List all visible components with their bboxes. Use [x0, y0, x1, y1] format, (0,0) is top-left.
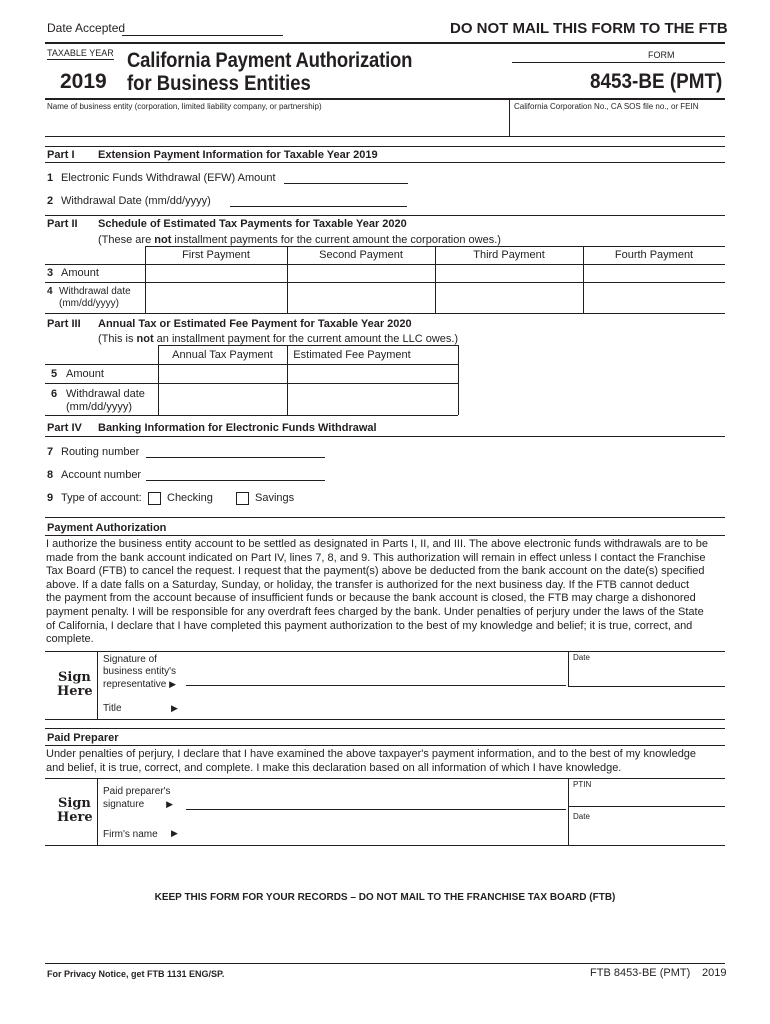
- ptin-label: PTIN: [573, 780, 592, 789]
- line7-number: 7: [47, 446, 54, 458]
- line2-number: 2: [47, 195, 54, 207]
- line7-label: Routing number: [61, 446, 140, 458]
- ptin-bottom-rule: [568, 806, 725, 807]
- part4-rule: [45, 436, 725, 437]
- footer-form-id: FTB 8453-BE (PMT): [590, 967, 691, 979]
- part2-bottom-rule: [45, 313, 725, 314]
- preparer-signature-field[interactable]: [186, 809, 566, 810]
- line8-label: Account number: [61, 469, 142, 481]
- line9-number: 9: [47, 492, 54, 504]
- firm-name-field[interactable]: [186, 824, 566, 842]
- corp-number-field[interactable]: [512, 112, 724, 134]
- signature-label: Signature of business entity's representative ▶: [103, 654, 177, 690]
- part3-table-top: [158, 345, 458, 346]
- withdrawal-date-field[interactable]: [230, 206, 407, 207]
- line1-label: Electronic Funds Withdrawal (EFW) Amount: [61, 172, 276, 184]
- form-label-rule: [512, 62, 725, 63]
- line6-label-b: (mm/dd/yyyy): [66, 401, 132, 413]
- entity-name-label: Name of business entity (corporation, limited liability company, or partnership): [47, 102, 322, 111]
- title-label: Title: [103, 703, 122, 714]
- line5-label: Amount: [66, 368, 104, 380]
- keep-records-notice: KEEP THIS FORM FOR YOUR RECORDS – DO NOT MAIL TO THE FRANCHISE TAX BOARD (FTB): [154, 892, 616, 903]
- part1-tag: Part I: [47, 149, 75, 161]
- form-number: 8453-BE (PMT): [590, 70, 723, 93]
- col-first-payment: First Payment: [182, 249, 250, 261]
- sign1-top-rule: [45, 651, 725, 652]
- savings-checkbox[interactable]: [236, 492, 249, 505]
- savings-label: Savings: [255, 492, 295, 504]
- sign1-divider: [97, 651, 98, 719]
- line1-number: 1: [47, 172, 54, 184]
- fourth-payment-amount[interactable]: [584, 265, 724, 281]
- preparer-sign-here-line1: Sign: [58, 796, 91, 811]
- entity-id-divider: [509, 98, 510, 136]
- authorization-text: I authorize the business entity account to be settled as designated in Parts I, II, and III. The above electronic funds withdrawals are to be made from the bank account indicated on Part IV, lines 7, 8, and 9. This authorization will remain in effect unless I contact the Franchise Tax Board (FTB) to cancel the request. I request that the payment(s) above be deducted from the bank account on the date(s) specified above. If a date falls on a Saturday, Sunday, or holiday, the transfer is authorized for the next business day. If the FTB cannot deduct the payment from the account because of insufficient funds or because the bank account is closed, the FTB may charge a dishonored payment penalty. I will be responsible for any overdraft fees charged by the bank. Under penalties of perjury under the laws of the State of California, I declare that I have completed this payment authorization to the best of my knowledge and belief; it is true, correct, and complete.: [46, 538, 709, 646]
- date-bottom-rule: [568, 686, 725, 687]
- preparer-rule: [45, 728, 725, 729]
- entity-rule: [45, 136, 725, 137]
- part2-rule: [45, 215, 725, 216]
- routing-number-field[interactable]: [146, 457, 325, 458]
- header-bottom-rule: [45, 98, 725, 100]
- estimated-fee-date[interactable]: [288, 384, 457, 414]
- preparer-text: Under penalties of perjury, I declare that I have examined the above taxpayer's payment information, and to the best of my knowledge and belief, it is true, correct, and complete. I make this declaration based on all information of which I have knowledge.: [46, 748, 697, 774]
- footer-year: 2019: [702, 967, 727, 979]
- part3-tag: Part III: [47, 318, 81, 330]
- line5-number: 5: [51, 368, 58, 380]
- authorization-heading: Payment Authorization: [47, 522, 167, 534]
- date-accepted-label: Date Accepted: [47, 21, 126, 35]
- line2-label: Withdrawal Date (mm/dd/yyyy): [61, 195, 211, 207]
- triangle-right-icon: ▶: [171, 828, 178, 838]
- first-payment-date[interactable]: [146, 283, 286, 312]
- col-third-payment: Third Payment: [473, 249, 545, 261]
- part3-col-divider: [458, 345, 459, 415]
- sign2-divider: [97, 778, 98, 845]
- annual-tax-amount[interactable]: [159, 365, 286, 382]
- form-title-line1: California Payment Authorization: [127, 49, 413, 72]
- col-fourth-payment: Fourth Payment: [614, 249, 694, 261]
- fourth-payment-date[interactable]: [584, 283, 724, 312]
- preparer-signature-label: Paid preparer's signature ▶: [103, 786, 174, 810]
- account-number-field[interactable]: [146, 480, 325, 481]
- sign2-top-rule: [45, 778, 725, 779]
- part4-tag: Part IV: [47, 422, 82, 434]
- line6-label-a: Withdrawal date: [66, 388, 145, 400]
- part3-subtitle: (This is not an installment payment for the current amount the LLC owes.): [98, 333, 459, 345]
- preparer-date-field[interactable]: [570, 824, 724, 842]
- date-label: Date: [573, 653, 590, 662]
- second-payment-date[interactable]: [288, 283, 434, 312]
- ptin-field[interactable]: [570, 790, 724, 804]
- line6-number: 6: [51, 388, 58, 400]
- authorization-heading-rule: [45, 535, 725, 536]
- taxable-year-label: TAXABLE YEAR: [47, 48, 114, 58]
- date-divider: [568, 651, 569, 687]
- part2-subtitle: (These are not installment payments for the current amount the corporation owes.): [98, 234, 501, 246]
- triangle-right-icon: ▶: [171, 703, 178, 713]
- footer-rule: [45, 963, 725, 964]
- first-payment-amount[interactable]: [146, 265, 286, 281]
- form-title-line2: for Business Entities: [127, 72, 311, 95]
- entity-name-field[interactable]: [47, 112, 507, 134]
- date-accepted-field[interactable]: [122, 35, 283, 36]
- sign-here-label-line1: Sign: [58, 670, 91, 685]
- sign-here-label-line2: Here: [57, 684, 93, 699]
- part2-title: Schedule of Estimated Tax Payments for Taxable Year 2020: [98, 218, 407, 230]
- privacy-notice: For Privacy Notice, get FTB 1131 ENG/SP.: [47, 969, 225, 979]
- third-payment-amount[interactable]: [436, 265, 582, 281]
- preparer-heading-rule: [45, 745, 725, 746]
- sign2-bottom-rule: [45, 845, 725, 846]
- line4-label-a: Withdrawal date: [59, 286, 131, 297]
- triangle-right-icon: ▶: [169, 679, 177, 689]
- part4-title: Banking Information for Electronic Funds Withdrawal: [98, 422, 377, 434]
- col-second-payment: Second Payment: [319, 249, 403, 261]
- second-payment-amount[interactable]: [288, 265, 434, 281]
- triangle-right-icon: ▶: [166, 799, 174, 809]
- efw-amount-field[interactable]: [284, 183, 408, 184]
- ptin-divider: [568, 778, 569, 845]
- preparer-date-label: Date: [573, 812, 590, 821]
- part2-tag: Part II: [47, 218, 78, 230]
- annual-tax-date[interactable]: [159, 384, 286, 414]
- line3-number: 3: [47, 267, 54, 279]
- part1-rule: [45, 146, 725, 147]
- line8-number: 8: [47, 469, 54, 481]
- part3-title: Annual Tax or Estimated Fee Payment for Taxable Year 2020: [98, 318, 412, 330]
- part1-title: Extension Payment Information for Taxable Year 2019: [98, 149, 378, 161]
- line9-label: Type of account:: [61, 492, 142, 504]
- checking-checkbox[interactable]: [148, 492, 161, 505]
- line3-label: Amount: [61, 267, 99, 279]
- col-estimated-fee: Estimated Fee Payment: [293, 349, 411, 361]
- firm-name-label: Firm's name: [103, 829, 158, 840]
- col-annual-tax: Annual Tax Payment: [172, 349, 273, 361]
- third-payment-date[interactable]: [436, 283, 582, 312]
- estimated-fee-amount[interactable]: [288, 365, 457, 382]
- part1-bottom-rule: [45, 162, 725, 163]
- part3-bottom-rule: [45, 415, 458, 416]
- do-not-mail-notice: DO NOT MAIL THIS FORM TO THE FTB: [450, 20, 728, 37]
- signature-date-field[interactable]: [570, 665, 724, 685]
- signature-field[interactable]: [186, 685, 566, 686]
- corp-number-label: California Corporation No., CA SOS file no., or FEIN: [514, 102, 699, 111]
- line4-number: 4: [47, 286, 53, 297]
- preparer-sign-here-line2: Here: [57, 810, 93, 825]
- line4-label-b: (mm/dd/yyyy): [59, 298, 119, 309]
- sign1-bottom-rule: [45, 719, 725, 720]
- checking-label: Checking: [167, 492, 213, 504]
- authorization-rule: [45, 517, 725, 518]
- header-top-rule: [45, 42, 725, 44]
- form-label: FORM: [648, 50, 675, 60]
- preparer-heading: Paid Preparer: [47, 732, 119, 744]
- taxable-year: 2019: [60, 70, 107, 93]
- title-field[interactable]: [186, 700, 566, 716]
